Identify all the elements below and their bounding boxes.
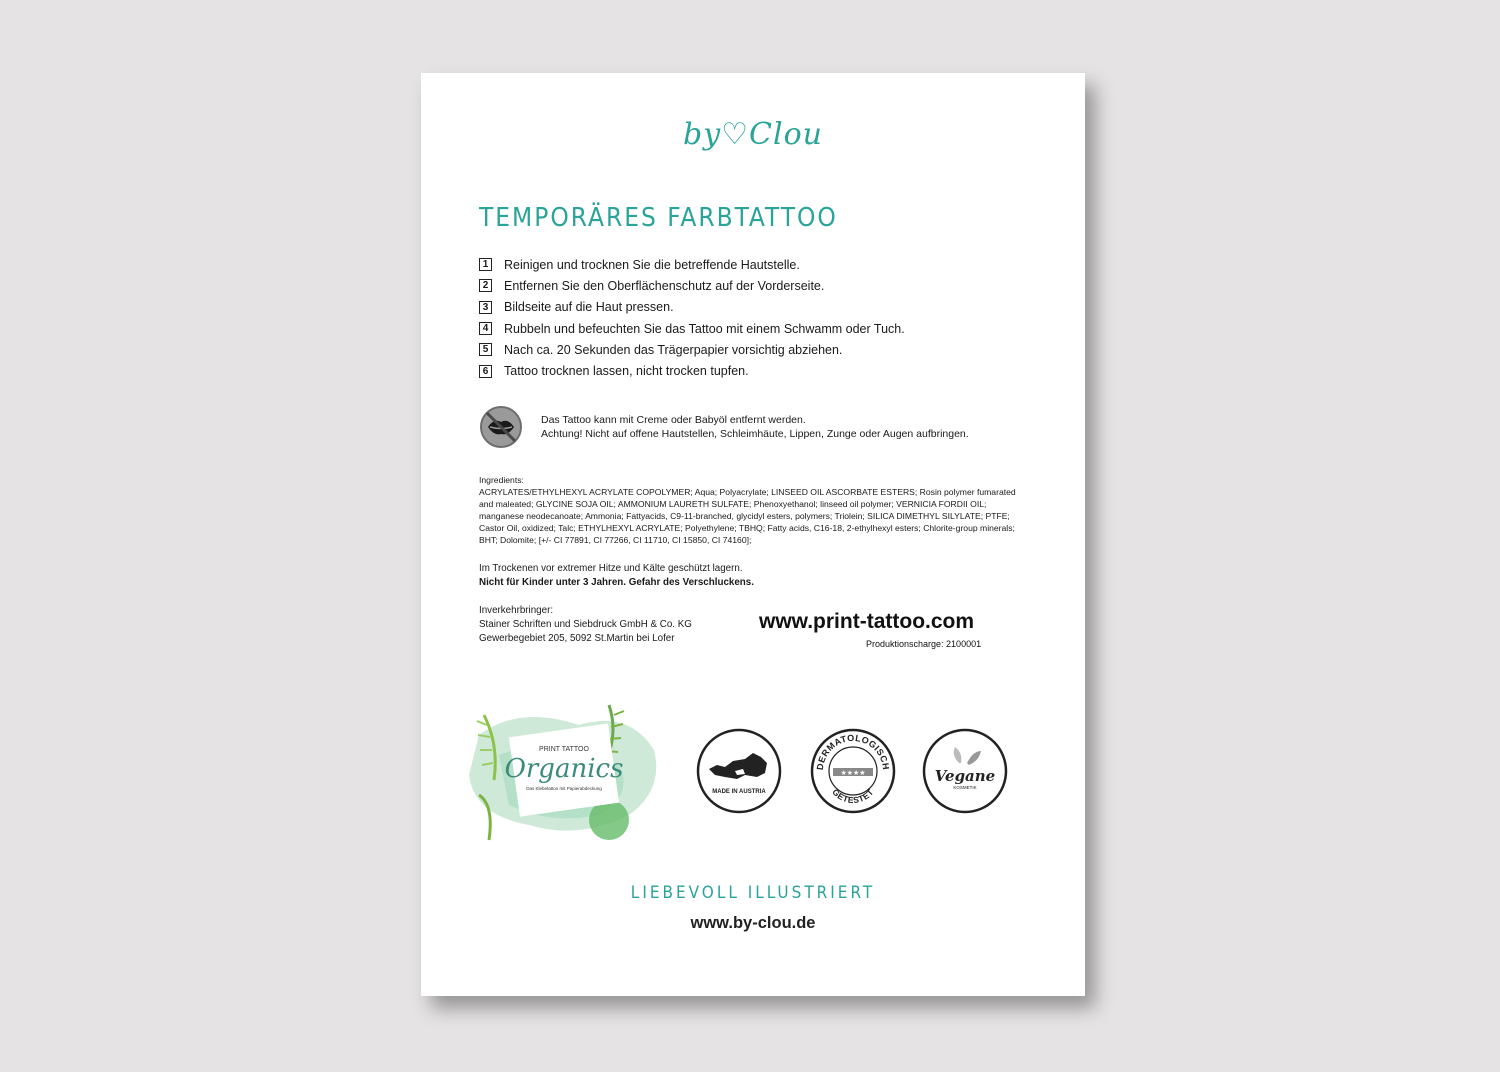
- step-text: Tattoo trocknen lassen, nicht trocken tupfen.: [504, 364, 749, 379]
- distributor: [479, 604, 692, 646]
- step-number: 2: [479, 279, 492, 292]
- step-6: [479, 360, 1039, 381]
- vegan-label: Vegane: [934, 767, 996, 785]
- storage-notes: [479, 562, 754, 590]
- step-text: Nach ca. 20 Sekunden das Trägerpapier vorsichtig abziehen.: [504, 342, 843, 357]
- step-3: [479, 297, 1039, 318]
- step-text: Reinigen und trocknen Sie die betreffende Hautstelle.: [504, 257, 800, 272]
- instruction-steps: [479, 254, 1039, 382]
- batch-number: Produktionscharge: 2100001: [866, 639, 982, 649]
- step-number: 5: [479, 343, 492, 356]
- stars-icon: ★★★★: [840, 770, 866, 777]
- step-4: [479, 318, 1039, 339]
- step-2: [479, 275, 1039, 296]
- page-title: TEMPORÄRES FARBTATTOO: [479, 203, 838, 233]
- made-in-austria-badge: [695, 727, 783, 815]
- step-number: 3: [479, 301, 492, 314]
- distributor-company: Stainer Schriften und Siebdruck GmbH & Co. KG: [479, 619, 692, 630]
- step-5: [479, 339, 1039, 360]
- child-warning: Nicht für Kinder unter 3 Jahren. Gefahr des Verschluckens.: [479, 577, 754, 588]
- dermatologically-tested-badge: [809, 727, 897, 815]
- step-1: [479, 254, 1039, 275]
- derma-bottom-label: GETESTET: [830, 786, 876, 806]
- step-number: 4: [479, 322, 492, 335]
- product-sheet: [421, 73, 1085, 996]
- organics-sub: Das Klebetattoo mit Papierabdeckung: [526, 786, 602, 791]
- derma-top-label: DERMATOLOGISCH: [814, 732, 892, 771]
- ingredients-label: Ingredients:: [479, 475, 524, 485]
- warning-line-2: Achtung! Nicht auf offene Hautstellen, Schleimhäute, Lippen, Zunge oder Augen aufbringen.: [541, 428, 969, 440]
- vegan-badge: [921, 727, 1009, 815]
- distributor-label: Inverkehrbringer:: [479, 605, 554, 616]
- step-text: Bildseite auf die Haut pressen.: [504, 300, 674, 315]
- organics-name: Organics: [504, 754, 624, 784]
- ingredients-text: ACRYLATES/ETHYLHEXYL ACRYLATE COPOLYMER; Aqua; Polyacrylate; LINSEED OIL ASCORBATE ESTERS; Rosin polymer fumarated and maleated; GLYCINE SOJA OIL; AMMONIUM LAURETH SULFATE; Phenoxyethanol; linseed oil polymer; VERNICIA FORDII OIL; manganese neodecanoate; Ammonia; Fattyacids, C9-11-branched, glycidyl esters, polymers; Triolein; SILICA DIMETHYL SILYLATE; PTFE; Castor Oil, oxidized; Talc; ETHYLHEXYL ACRYLATE; Polyethylene; TBHQ; Fatty acids, C16-18, 2-ethylhexyl esters; Chlorite-group minerals; BHT; Dolomite; [+/- CI 77891, CI 77266, CI 11710, CI 15850, CI 74160];: [479, 487, 1016, 545]
- organics-top: PRINT TATTOO: [539, 746, 589, 753]
- ingredients: [479, 474, 1024, 546]
- warning-line-1: Das Tattoo kann mit Creme oder Babyöl entfernt werden.: [541, 414, 806, 426]
- distributor-address: Gewerbegebiet 205, 5092 St.Martin bei Lofer: [479, 633, 675, 644]
- byclou-link[interactable]: www.by-clou.de: [690, 914, 816, 932]
- austria-label: MADE IN AUSTRIA: [712, 789, 766, 795]
- organics-logo: [459, 695, 669, 845]
- website-link[interactable]: www.print-tattoo.com: [759, 610, 975, 633]
- storage-line: Im Trockenen vor extremer Hitze und Kälte geschützt lagern.: [479, 563, 743, 574]
- brand-logo: by♡Clou: [683, 117, 823, 152]
- step-number: 1: [479, 258, 492, 271]
- no-lips-icon: [479, 405, 523, 449]
- vegan-sub-label: KOSMETIK: [953, 785, 977, 790]
- tagline: LIEBEVOLL ILLUSTRIERT: [630, 883, 876, 903]
- step-text: Rubbeln und befeuchten Sie das Tattoo mit einem Schwamm oder Tuch.: [504, 321, 905, 336]
- step-number: 6: [479, 365, 492, 378]
- warning-block: [479, 405, 969, 449]
- step-text: Entfernen Sie den Oberflächenschutz auf der Vorderseite.: [504, 278, 825, 293]
